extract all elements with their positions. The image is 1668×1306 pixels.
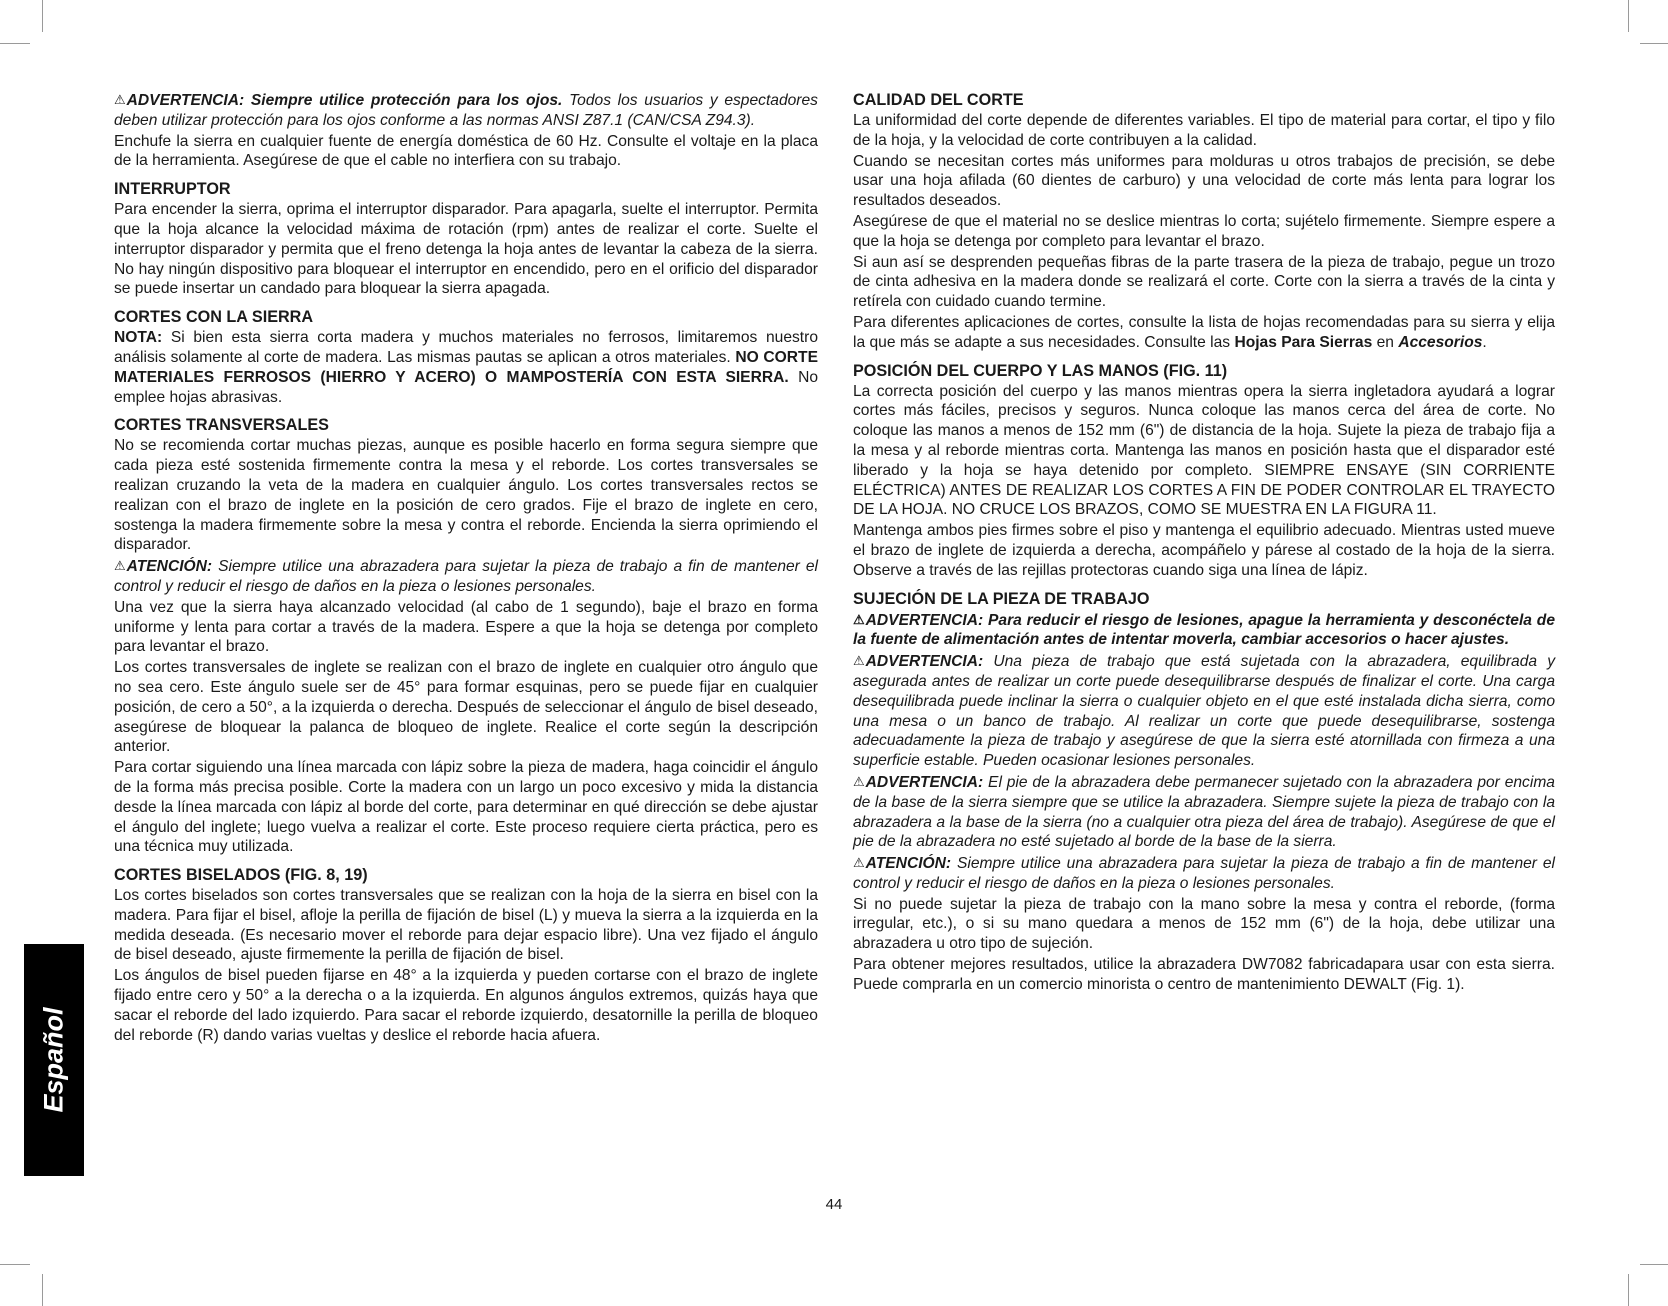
warning-triangle-icon: ⚠ [853,773,865,789]
heading-posicion-cuerpo: POSICIÓN DEL CUERPO Y LAS MANOS (FIG. 11) [853,361,1228,380]
language-side-label: Español [38,1007,69,1113]
warning-eye-protection: ⚠ADVERTENCIA: Siempre utilice protección para los ojos. Todos los usuarios y espectadores deben utilizar protección para los ojos conforme a las normas ANSI Z87.1 (CAN/CSA Z94.3). [114,92,818,129]
warning-triangle-icon: ⚠ [853,855,865,871]
heading-interruptor: INTERRUPTOR [114,180,231,199]
heading-cortes-biselados: CORTES BISELADOS (FIG. 8, 19) [114,866,368,885]
warning-triangle-icon: ⚠ [114,558,126,574]
warning-triangle-icon: ⚠ [114,92,126,107]
paragraph-interruptor: Para encender la sierra, oprima el interruptor disparador. Para apagarla, suelte el interruptor. Permita que la hoja alcance la velocidad máxima de rotación (rpm) antes de realizar el corte. Suelte el interruptor disparador y permita que el freno detenga la hoja antes de levantar la cabeza de la sierra. No hay ningún dispositivo para bloquear el interruptor en encendido, pero en el orificio del disparador se puede insertar un candado para bloquear la sierra apagada. [114,201,818,298]
paragraph-transversales-3: Los cortes transversales de inglete se realizan con el brazo de inglete en cualquier otro ángulo que no sea cero. Este ángulo suele ser de 45° para formar esquinas, pero se puede fijar en cualquier posición, de cero a 50°, a la izquierda o derecha. Después de seleccionar el ángulo de bisel deseado, asegúrese de bloquear la palanca de bloqueo de inglete. Realice el corte según la descripción anterior. [114,659,818,756]
crop-mark [42,1274,43,1306]
paragraph-calidad-4: Si aun así se desprenden pequeñas fibras de la parte trasera de la pieza de trabajo, pegue un trozo de cinta adhesiva en la madera donde se realizará el corte. Corte con la sierra a través de la cinta y retírela con cuidado cuando termine. [853,253,1555,311]
heading-cortes-sierra: CORTES CON LA SIERRA [114,308,314,327]
page-number: 44 [825,1196,843,1213]
warning-triangle-icon: ⚠ [853,611,865,627]
crop-mark [0,1264,30,1265]
paragraph-nota: NOTA: Si bien esta sierra corta madera y muchos materiales no ferrosos, limitaremos nuestro análisis solamente al corte de madera. Las mismas pautas se aplican a otros materiales. NO CORTE MATERIALES FERROSOS (HIERRO Y ACERO) O MAMPOSTERÍA CON ESTA SIERRA. No emplee hojas abrasivas. [114,329,818,406]
warning-disconnect: ⚠ADVERTENCIA: Para reducir el riesgo de lesiones, apague la herramienta y desconéctela de la fuente de alimentación antes de intentar moverla, cambiar accesorios o hacer ajustes. [853,611,1555,649]
paragraph-sujecion-2: Para obtener mejores resultados, utilice la abrazadera DW7082 fabricadapara usar con esta sierra. Puede comprarla en un comercio minorista o centro de mantenimiento DEWALT (Fig. 1). [853,956,1555,993]
heading-cortes-transversales: CORTES TRANSVERSALES [114,416,329,435]
paragraph-calidad-1: La uniformidad del corte depende de diferentes variables. El tipo de material para cortar, el tipo y filo de la hoja, y la velocidad de corte contribuyen a la calidad. [853,112,1555,149]
warning-triangle-icon: ⚠ [853,653,865,669]
paragraph-biselados-1: Los cortes biselados son cortes transversales que se realizan con la hoja de la sierra en bisel con la madera. Para fijar el bisel, afloje la perilla de fijación de bisel (L) y mueva la sierra a la izquierda en la medida deseada. (Es necesario mover el reborde para dejar espacio libre). Una vez fijado el ángulo de bisel deseado, ajuste firmemente la perilla de fijación de bisel. [114,887,818,964]
paragraph-calidad-3: Asegúrese de que el material no se deslice mientras lo corta; sujételo firmemente. Siempre espere a que la hoja se detenga por completo para levantar el brazo. [853,212,1555,250]
paragraph-transversales-2: Una vez que la sierra haya alcanzado velocidad (al cabo de 1 segundo), baje el brazo en forma uniforme y lenta para cortar a través de la madera. Espere a que la hoja se detenga por completo para levantar el brazo. [114,598,818,656]
paragraph-calidad-2: Cuando se necesitan cortes más uniformes para molduras u otros trabajos de precisión, se debe usar una hoja afilada (60 dientes de carburo) y una velocidad de corte más lenta para lograr los resultados deseados. [853,152,1555,210]
crop-mark [1640,1264,1668,1265]
paragraph-enchufe: Enchufe la sierra en cualquier fuente de energía doméstica de 60 Hz. Consulte el voltaje en la placa de la herramienta. Asegúrese de que el cable no interfiera con su trabajo. [114,132,818,170]
heading-sujecion: SUJECIÓN DE LA PIEZA DE TRABAJO [853,589,1150,608]
paragraph-transversales-1: No se recomienda cortar muchas piezas, aunque es posible hacerlo en forma segura siempre que cada pieza esté sostenida firmemente contra la mesa y el reborde. Los cortes transversales se realizan cruzando la veta de la madera en cualquier ángulo. Los cortes transversales rectos se realizan con el brazo de inglete en la posición de cero grados. Fije el brazo de inglete en cero, sostenga la madera firmemente sobre la mesa y contra el reborde. Encienda la sierra oprimiendo el disparador. [114,437,818,554]
left-column [114,90,818,1046]
crop-mark [1628,0,1629,32]
paragraph-calidad-5: Para diferentes aplicaciones de cortes, consulte la lista de hojas recomendadas para su sierra y elija la que más se adapte a sus necesidades. Consulte las Hojas Para Sierras en Accesorios. [853,313,1555,351]
paragraph-biselados-2: Los ángulos de bisel pueden fijarse en 48° a la izquierda y pueden cortarse con el brazo de inglete fijado entre cero y 50° a la derecha o a la izquierda. En algunos ángulos extremos, quizás haya que sacar el reborde del lado izquierdo. Para sacar el reborde izquierdo, desatornille la perilla de bloqueo del reborde (R) dando varias vueltas y deslice el reborde hacia afuera. [114,967,818,1044]
crop-mark [1628,1274,1629,1306]
crop-mark [1640,43,1668,44]
warning-unbalanced: ⚠ADVERTENCIA: Una pieza de trabajo que está sujetada con la abrazadera, equilibrada y asegurada antes de realizar un corte puede desequilibrarse después de finalizar el corte. Una carga desequilibrada puede inclinar la sierra o cualquier objeto en el que esté instalada dicha sierra, como una mesa o un banco de trabajo. Al realizar un corte que puede desequilibrarse, sostenga adecuadamente la pieza de trabajo y asegúrese de que la sierra esté atornillada con firmeza a una superficie estable. Pueden ocasionar lesiones personales. [853,653,1555,770]
warning-clamp-foot: ⚠ADVERTENCIA: El pie de la abrazadera debe permanecer sujetado con la abrazadera por encima de la base de la sierra siempre que se utilice la abrazadera. Siempre sujete la pieza de trabajo con la abrazadera a la base de la sierra (no a cualquier otra pieza del área de trabajo). Asegúrese de que el pie de la abrazadera no esté sujetado al borde de la base de la sierra. [853,773,1555,851]
paragraph-transversales-4: Para cortar siguiendo una línea marcada con lápiz sobre la pieza de madera, haga coincidir el ángulo de la forma más precisa posible. Corte la madera con un largo un poco excesivo y mida la distancia desde la línea marcada con lápiz al borde del corte, para determinar en qué dirección se debe ajustar el ángulo del inglete; luego vuelva a realizar el corte. Este proceso requiere cierta práctica, pero es una técnica muy utilizada. [114,759,818,856]
paragraph-sujecion-1: Si no puede sujetar la pieza de trabajo con la mano sobre la mesa y contra el reborde, (forma irregular, etc.), o si su mano quedara a menos de 152 mm (6") de la hoja, debe utilizar una abrazadera u otro tipo de sujeción. [853,895,1555,953]
crop-mark [42,0,43,32]
caution-clamp-right: ⚠ATENCIÓN: Siempre utilice una abrazadera para sujetar la pieza de trabajo a fin de mantener el control y reducir el riesgo de daños en la pieza o lesiones personales. [853,855,1555,892]
heading-calidad-corte: CALIDAD DEL CORTE [853,91,1024,109]
right-column [853,90,1555,996]
crop-mark [0,43,30,44]
paragraph-posicion-2: Mantenga ambos pies firmes sobre el piso y mantenga el equilibrio adecuado. Mientras usted mueve el brazo de inglete de izquierda a derecha, acompáñelo y párese al costado de la hoja de la sierra. Observe a través de las rejillas protectoras cuando siga una línea de lápiz. [853,522,1555,579]
paragraph-posicion-1: La correcta posición del cuerpo y las manos mientras opera la sierra ingletadora ayudará a lograr cortes más fáciles, precisos y seguros. Nunca coloque las manos cerca del área de corte. No coloque las manos a menos de 152 mm (6") de distancia de la hoja. Sujete la pieza de trabajo fija a la mesa y al reborde mientras corta. Mantenga las manos en posición hasta que el disparador esté liberado y la hoja se haya detenido por completo. SIEMPRE ENSAYE (SIN CORRIENTE ELÉCTRICA) ANTES DE REALIZAR LOS CORTES A FIN DE PODER CONTROLAR EL TRAYECTO DE LA HOJA. NO CRUCE LOS BRAZOS, COMO SE MUESTRA EN LA FIGURA 11. [853,382,1555,519]
caution-clamp: ⚠ATENCIÓN: Siempre utilice una abrazadera para sujetar la pieza de trabajo a fin de mantener el control y reducir el riesgo de daños en la pieza o lesiones personales. [114,558,818,595]
